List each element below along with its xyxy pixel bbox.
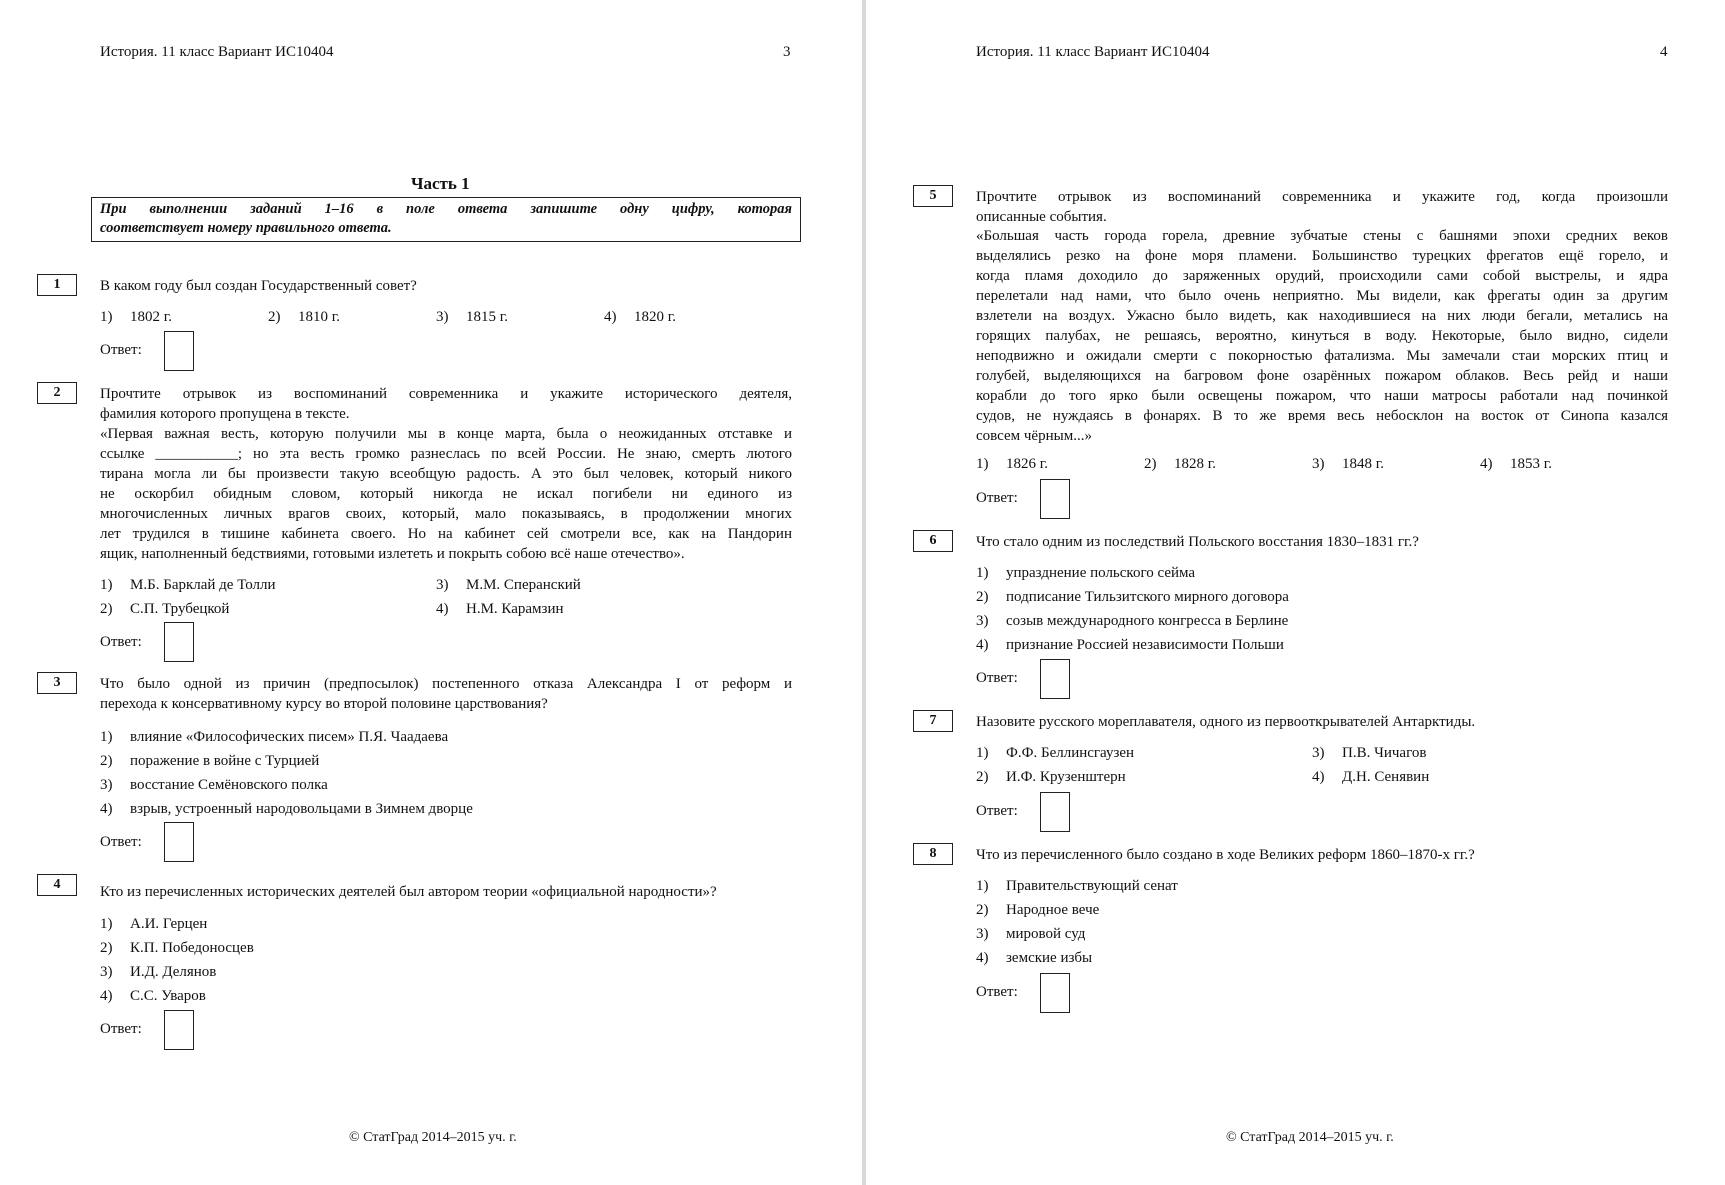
option-text: мировой суд [1006,926,1086,942]
question-line: судов, не нуждаясь в фонарях. В то же время весь небосклон на восток от Синопа казался [976,408,1668,424]
option-text: Д.Н. Сенявин [1342,769,1430,785]
option [436,601,564,618]
option [100,729,448,746]
option-text: Правительствующий сенат [1006,878,1178,894]
option-number: 1) [100,309,113,325]
option [976,456,1048,473]
question-line: многочисленных личных врагов своих, который, мало показываясь, в продолжении многих [100,506,792,522]
option-number: 4) [1480,456,1493,472]
answer-box[interactable] [1040,479,1070,519]
page-number: 3 [783,44,791,60]
question-line: Что было одной из причин (предпосылок) постепенного отказа Александра I от реформ и [100,676,792,692]
question-line: «Большая часть города горела, древние зубчатые стены с башнями эпохи средних веков [976,228,1668,244]
question-text: Что стало одним из последствий Польского восстания 1830–1831 гг.? [976,534,1419,550]
option-text: М.М. Сперанский [466,577,581,593]
option [100,988,206,1005]
question-line: перелетали над нами, что было очень неприятно. Мы видели, как фрегаты один за другим [976,288,1668,304]
option-text: Народное вече [1006,902,1100,918]
answer-box[interactable] [164,622,194,662]
option-number: 3) [436,577,449,593]
option-number: 3) [976,613,989,629]
option-text: 1820 г. [634,309,676,325]
option-number: 1) [976,745,989,761]
option-text: И.Д. Делянов [130,964,217,980]
option-text: 1848 г. [1342,456,1384,472]
question-line: горящих палубах, не решаясь, вероятно, кинуться в воду. Некоторые, было видно, сидели [976,328,1668,344]
answer-label: Ответ: [976,490,1018,506]
option-number: 3) [976,926,989,942]
option-text: С.С. Уваров [130,988,206,1004]
option-number: 3) [100,964,113,980]
option [976,613,1288,630]
option [604,309,676,326]
option [976,926,1085,943]
option [100,964,216,981]
option-number: 4) [100,988,113,1004]
option [976,637,1284,654]
option-number: 1) [100,577,113,593]
question-line: фамилия которого пропущена в тексте. [100,406,350,422]
option-number: 2) [100,601,113,617]
question-text: Назовите русского мореплавателя, одного из первооткрывателей Антарктиды. [976,714,1476,730]
question-line: ящик, наполненный бедствиями, готовыми излететь и покрыть собою всё наше отечество». [100,546,685,562]
option [100,916,207,933]
answer-box[interactable] [1040,973,1070,1013]
question-number: 7 [913,710,953,732]
answer-label: Ответ: [100,1021,142,1037]
option-number: 2) [268,309,281,325]
right-page [866,0,1725,1185]
question-line: выделялись резко на фоне моря пламени. Большинство турецких фрегатов ещё горело, и [976,248,1668,264]
option-text: подписание Тильзитского мирного договора [1006,589,1289,605]
question-line: перехода к консервативному курсу во второй половине царствования? [100,696,548,712]
question-number: 3 [37,672,77,694]
option-text: 1826 г. [1006,456,1048,472]
option-text: признание Россией независимости Польши [1006,637,1284,653]
option-number: 4) [976,637,989,653]
option-text: Ф.Ф. Беллинсгаузен [1006,745,1135,761]
option-text: 1815 г. [466,309,508,325]
question-line: не оскорбил обидным словом, который никогда не искал погибели ни единого из [100,486,792,502]
footer-copyright: © СтатГрад 2014–2015 уч. г. [1226,1130,1394,1145]
option [100,940,254,957]
option-number: 1) [976,565,989,581]
option [976,902,1099,919]
option-text: М.Б. Барклай де Толли [130,577,276,593]
option [100,577,276,594]
option-text: восстание Семёновского полка [130,777,328,793]
option-number: 4) [436,601,449,617]
question-line: Прочтите отрывок из воспоминаний современника и укажите год, когда произошли [976,189,1668,205]
option-number: 2) [100,940,113,956]
option-number: 2) [976,902,989,918]
option-number: 4) [604,309,617,325]
option-number: 4) [1312,769,1325,785]
option [976,950,1092,967]
option [976,769,1126,786]
answer-box[interactable] [164,1010,194,1050]
option [1480,456,1552,473]
option-text: упразднение польского сейма [1006,565,1196,581]
question-number: 8 [913,843,953,865]
answer-box[interactable] [164,331,194,371]
option-number: 1) [100,916,113,932]
option-number: 4) [976,950,989,966]
option [1312,745,1426,762]
option [976,589,1289,606]
answer-label: Ответ: [100,342,142,358]
option-text: С.П. Трубецкой [130,601,230,617]
option-text: 1828 г. [1174,456,1216,472]
question-line: Прочтите отрывок из воспоминаний современника и укажите исторического деятеля, [100,386,792,402]
option-text: Н.М. Карамзин [466,601,564,617]
instruction-line: При выполнении заданий 1–16 в поле ответа запишите одну цифру, которая [100,201,792,217]
answer-box[interactable] [1040,792,1070,832]
question-line: ссылке ___________; но эта весть громко разнеслась по всей России. Не знаю, смерть лютого [100,446,792,462]
option-text: созыв международного конгресса в Берлине [1006,613,1289,629]
question-line: описанные события. [976,209,1107,225]
option [100,777,328,794]
option-text: влияние «Философических писем» П.Я. Чаадаева [130,729,449,745]
option-text: 1810 г. [298,309,340,325]
option-number: 3) [1312,456,1325,472]
option [100,309,172,326]
option-text: поражение в войне с Турцией [130,753,320,769]
question-line: совсем чёрным...» [976,428,1092,444]
option-text: 1802 г. [130,309,172,325]
instruction-box [91,197,801,242]
option-number: 1) [100,729,113,745]
page-header: История. 11 класс Вариант ИС10404 [100,44,334,60]
answer-label: Ответ: [976,670,1018,686]
answer-label: Ответ: [100,634,142,650]
option-number: 1) [976,878,989,894]
question-number: 6 [913,530,953,552]
page-number: 4 [1660,44,1668,60]
option-number: 3) [100,777,113,793]
option [100,601,229,618]
option [100,753,319,770]
option-number: 3) [1312,745,1325,761]
option-text: К.П. Победоносцев [130,940,254,956]
option-number: 4) [100,801,113,817]
question-line: когда пламя доходило до заряженных орудий, происходили сами собой выстрелы, и ядра [976,268,1668,284]
option-text: А.И. Герцен [130,916,208,932]
option-text: земские избы [1006,950,1093,966]
question-line: взлетели на воздух. Ужасно было видеть, как находившиеся на них люди бегали, метались на [976,308,1668,324]
left-page [0,0,862,1185]
answer-label: Ответ: [100,834,142,850]
answer-label: Ответ: [976,984,1018,1000]
option-text: взрыв, устроенный народовольцами в Зимнем дворце [130,801,473,817]
question-line: корабли до того ярко были освещены пожаром, что наши матросы работали над починкой [976,388,1668,404]
question-line: «Первая важная весть, которую получили мы в конце марта, была о неожиданных отставке и [100,426,792,442]
part-title: Часть 1 [411,174,470,193]
option [436,577,581,594]
answer-label: Ответ: [976,803,1018,819]
question-text: Кто из перечисленных исторических деятелей был автором теории «официальной народности»? [100,884,717,900]
option-number: 2) [1144,456,1157,472]
option-text: И.Ф. Крузенштерн [1006,769,1126,785]
option-number: 2) [100,753,113,769]
question-line: голубей, выделяющихся на багровом фоне озарённых пожаром облаков. Весь рейд и наши [976,368,1668,384]
option-number: 2) [976,769,989,785]
question-line: лет трудился в тишине кабинета своего. Но на кабинет сей смотрели все, как на Пандорин [100,526,792,542]
question-line: неподвижно и ожидали смерти с покорностью фатализма. Мы замечали стаи морских птиц и [976,348,1668,364]
page-header: История. 11 класс Вариант ИС10404 [976,44,1210,60]
question-number: 5 [913,185,953,207]
answer-box[interactable] [164,822,194,862]
option [436,309,508,326]
question-number: 4 [37,874,77,896]
question-number: 2 [37,382,77,404]
option [976,565,1195,582]
option-number: 2) [976,589,989,605]
instruction-line: соответствует номеру правильного ответа. [100,220,392,236]
footer-copyright: © СтатГрад 2014–2015 уч. г. [349,1130,517,1145]
question-line: тирана могла ли бы произвести такую всеобщую радость. А это был человек, который никого [100,466,792,482]
option [1312,769,1429,786]
option [100,801,473,818]
answer-box[interactable] [1040,659,1070,699]
question-number: 1 [37,274,77,296]
option [1144,456,1216,473]
option-text: П.В. Чичагов [1342,745,1427,761]
option [976,878,1178,895]
option-number: 1) [976,456,989,472]
option-number: 3) [436,309,449,325]
option [268,309,340,326]
question-text: В каком году был создан Государственный совет? [100,278,417,294]
option [976,745,1134,762]
question-text: Что из перечисленного было создано в ходе Великих реформ 1860–1870-х гг.? [976,847,1475,863]
option-text: 1853 г. [1510,456,1552,472]
option [1312,456,1384,473]
